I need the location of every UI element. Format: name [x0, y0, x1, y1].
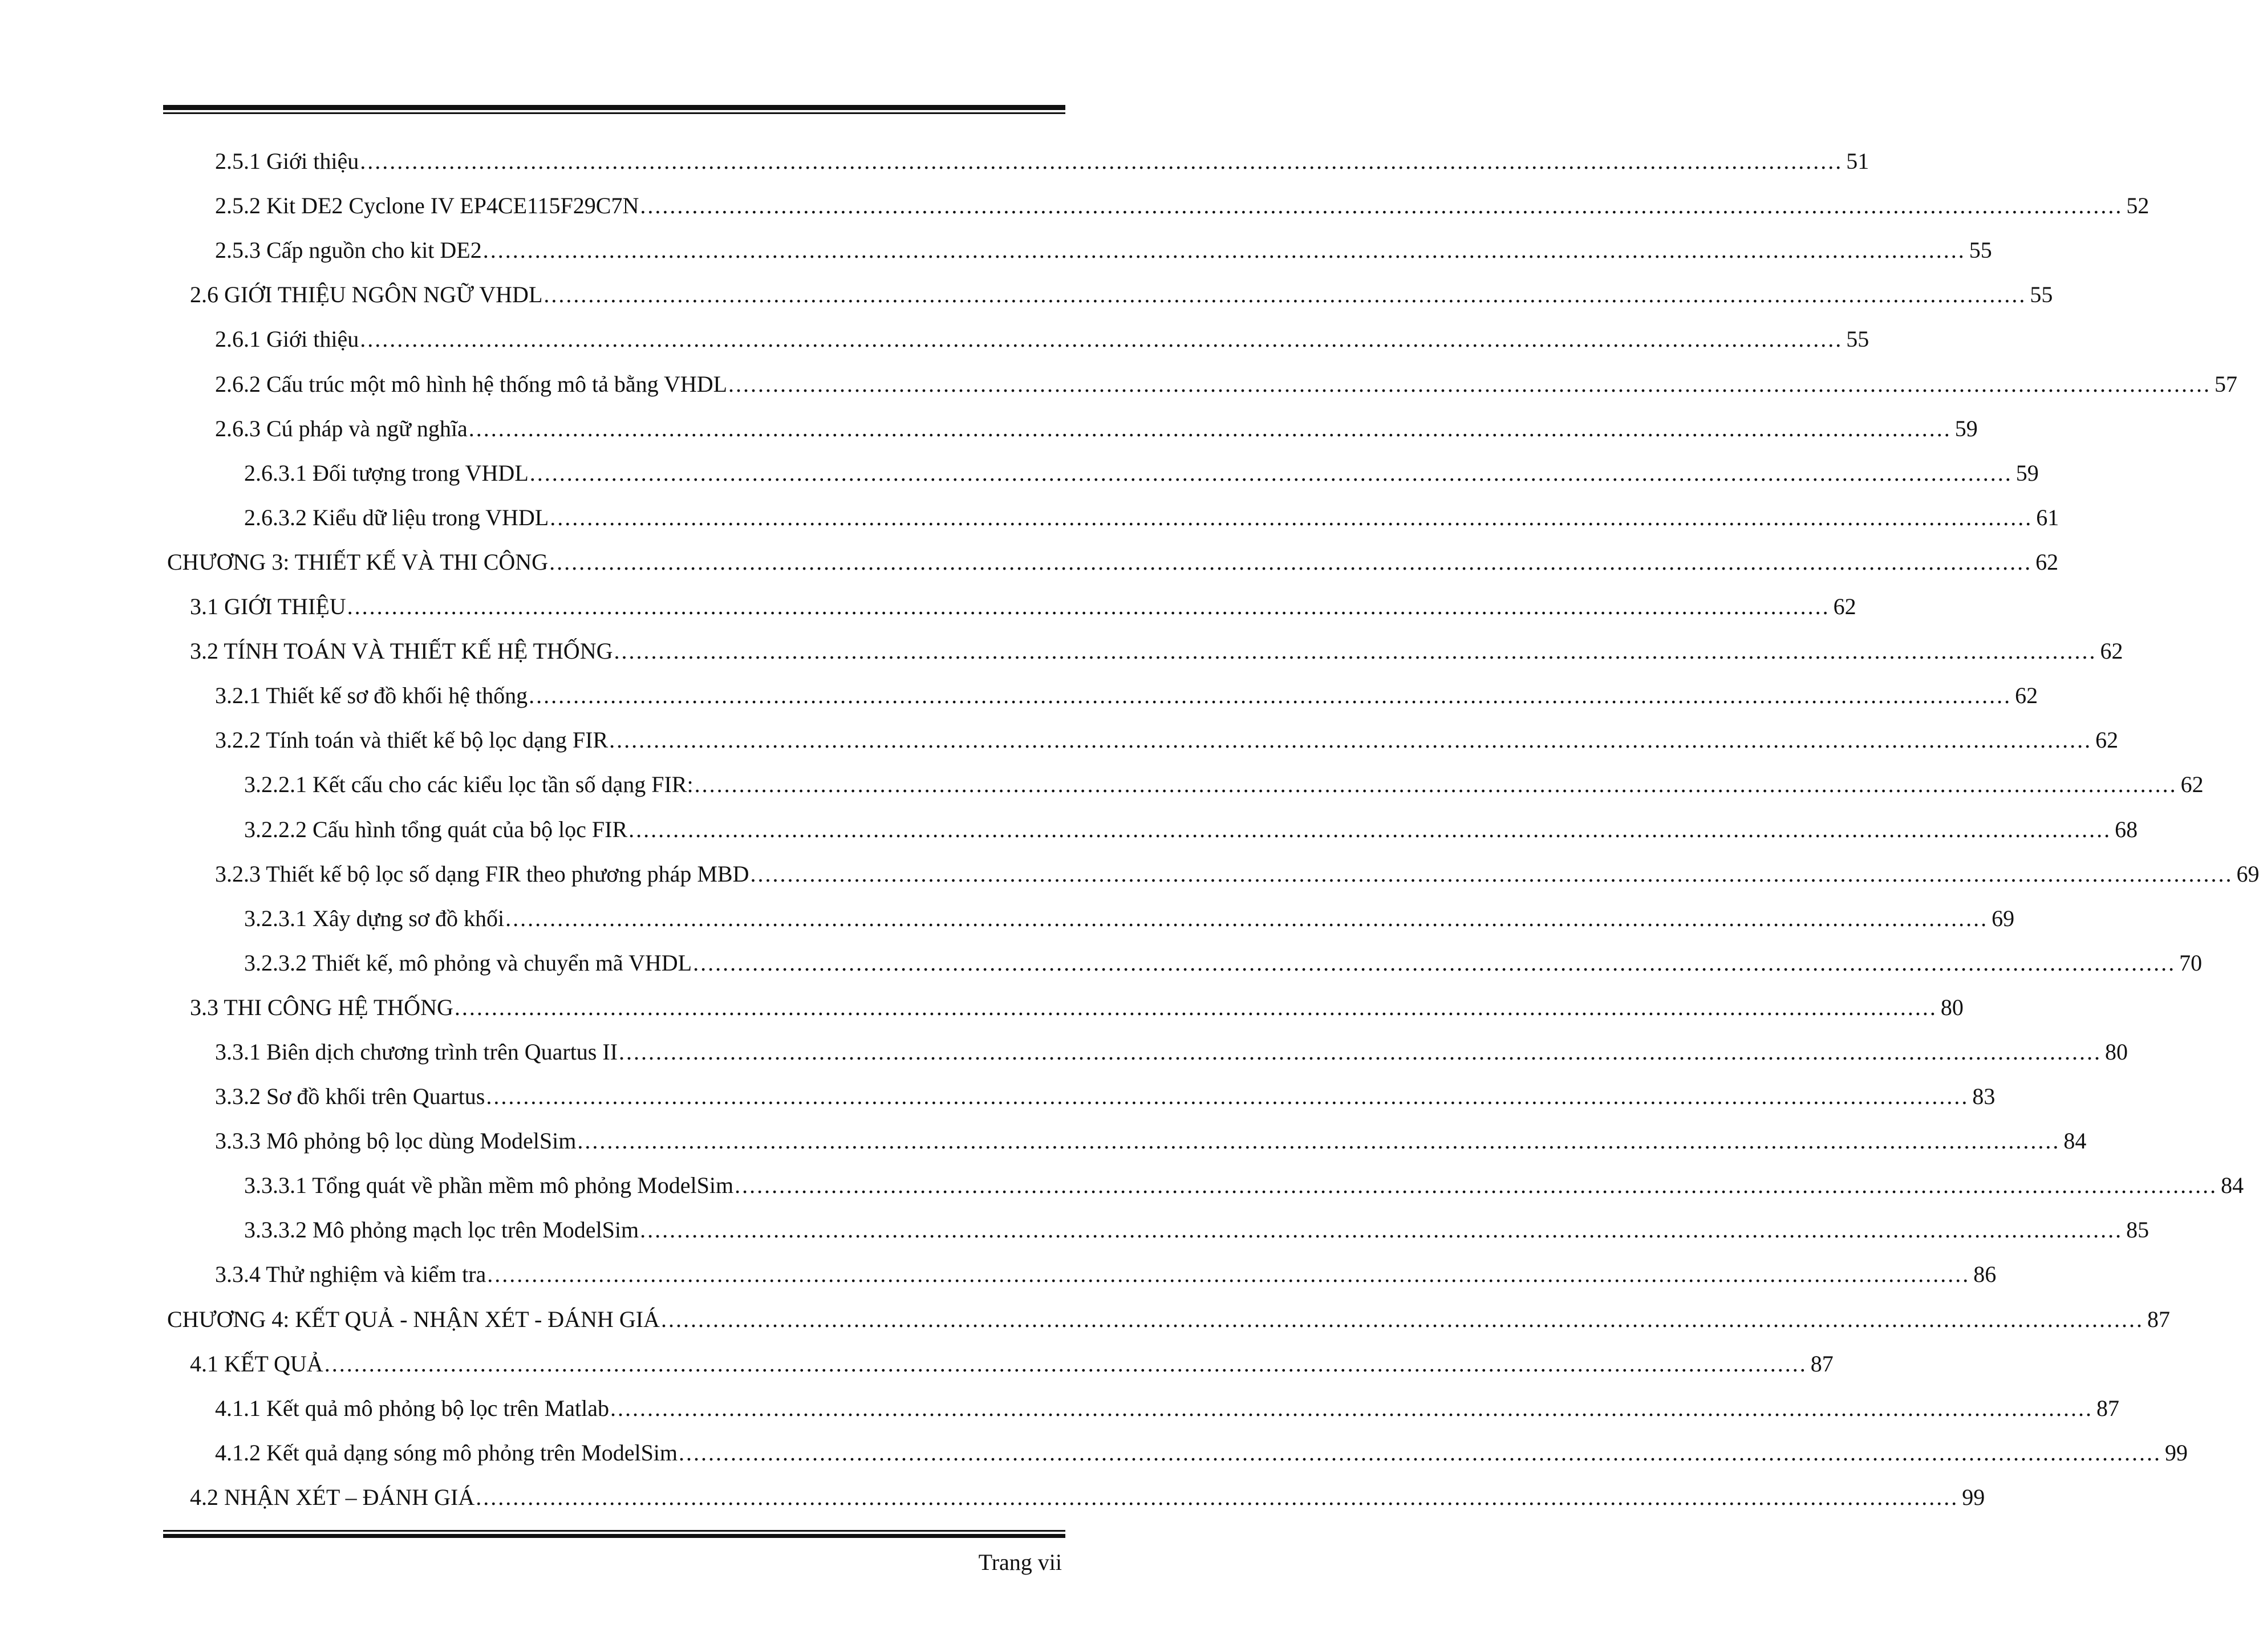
toc-entry[interactable]: [215, 233, 1992, 267]
toc-entry-label: 2.6.3.2 Kiểu dữ liệu trong VHDL: [244, 505, 549, 530]
toc-entry-label: 3.3 THI CÔNG HỆ THỐNG: [190, 995, 453, 1020]
toc-entry-page: 52: [2126, 193, 2150, 218]
toc-entry-label: 2.5.2 Kit DE2 Cyclone IV EP4CE115F29C7N: [215, 193, 639, 218]
toc-dot-leader: ........................................................................................................................................................................................................: [482, 237, 1966, 263]
toc-dot-leader: ........................................................................................................................................................................................................: [640, 1217, 2123, 1243]
toc-entry-label: 3.3.3.2 Mô phỏng mạch lọc trên ModelSim: [244, 1217, 639, 1243]
toc-entry[interactable]: [215, 1436, 2188, 1470]
toc-entry-page: 62: [2100, 638, 2123, 664]
toc-entry-page: 55: [2030, 282, 2053, 307]
toc-entry[interactable]: [190, 590, 1856, 624]
toc-entry-label: 3.3.1 Biên dịch chương trình trên Quartus II: [215, 1039, 618, 1065]
page-number: Trang vii: [978, 1549, 1062, 1575]
toc-entry-label: 4.2 NHẬN XÉT – ĐÁNH GIÁ: [190, 1484, 475, 1510]
toc-entry-label: 2.6.3 Cú pháp và ngữ nghĩa: [215, 416, 468, 441]
toc-entry[interactable]: [190, 278, 2053, 312]
toc-entry-label: 2.6.1 Giới thiệu: [215, 326, 359, 352]
toc-dot-leader: ........................................................................................................................................................................................................: [549, 549, 2033, 575]
toc-entry-page: 80: [2105, 1039, 2128, 1065]
toc-entry-page: 80: [1940, 995, 1964, 1020]
toc-dot-leader: ........................................................................................................................................................................................................: [694, 772, 2177, 797]
toc-dot-leader: ........................................................................................................................................................................................................: [360, 148, 1843, 174]
toc-entry-page: 70: [2179, 950, 2203, 976]
toc-dot-leader: ........................................................................................................................................................................................................: [628, 817, 2112, 842]
toc-entry-label: 4.1.2 Kết quả dạng sóng mô phỏng trên ModelSim: [215, 1440, 678, 1466]
toc-entry[interactable]: [215, 723, 2119, 757]
toc-dot-leader: ........................................................................................................................................................................................................: [454, 995, 1937, 1020]
toc-entry-page: 62: [1833, 594, 1856, 619]
toc-entry[interactable]: [215, 1391, 2119, 1426]
toc-entry-page: 68: [2115, 817, 2138, 842]
toc-dot-leader: ........................................................................................................................................................................................................: [577, 1128, 2061, 1154]
toc-entry-label: 2.6.2 Cấu trúc một mô hình hệ thống mô tả bằng VHDL: [215, 371, 728, 397]
toc-entry-page: 59: [1954, 416, 1978, 441]
toc-entry[interactable]: [244, 813, 2138, 847]
toc-dot-leader: ........................................................................................................................................................................................................: [505, 906, 1989, 931]
toc-entry-page: 84: [2063, 1128, 2087, 1154]
toc-entry[interactable]: [215, 857, 2259, 891]
toc-entry[interactable]: [215, 679, 2038, 713]
toc-entry[interactable]: [215, 322, 1869, 356]
toc-entry-page: 62: [2015, 683, 2038, 708]
toc-entry-label: 3.2.2.2 Cấu hình tổng quát của bộ lọc FIR: [244, 817, 628, 842]
header-rule: [163, 105, 1065, 114]
toc-entry-label: 3.2.1 Thiết kế sơ đồ khối hệ thống: [215, 683, 528, 708]
toc-entry-label: 2.5.1 Giới thiệu: [215, 148, 359, 174]
toc-dot-leader: ........................................................................................................................................................................................................: [529, 460, 2013, 486]
toc-entry-label: 3.1 GIỚI THIỆU: [190, 594, 346, 619]
toc-entry[interactable]: [244, 902, 2015, 936]
toc-entry-page: 62: [2180, 772, 2204, 797]
toc-entry[interactable]: [190, 1480, 1985, 1515]
toc-entry-page: 84: [2221, 1172, 2244, 1198]
toc-dot-leader: ........................................................................................................................................................................................................: [550, 505, 2033, 530]
toc-entry-label: CHƯƠNG 3: THIẾT KẾ VÀ THI CÔNG: [167, 549, 549, 575]
toc-entry-label: 3.2.3.2 Thiết kế, mô phỏng và chuyển mã VHDL: [244, 950, 692, 976]
toc-entry-page: 55: [1969, 237, 1992, 263]
footer-rule: [163, 1530, 1065, 1538]
toc-entry-page: 51: [1846, 148, 1869, 174]
toc-dot-leader: ........................................................................................................................................................................................................: [640, 193, 2123, 218]
toc-entry[interactable]: [244, 1213, 2150, 1247]
toc-dot-leader: ........................................................................................................................................................................................................: [735, 1172, 2218, 1198]
toc-entry[interactable]: [190, 991, 1964, 1025]
toc-dot-leader: ........................................................................................................................................................................................................: [614, 638, 2097, 664]
toc-entry-label: 4.1 KẾT QUẢ: [190, 1351, 323, 1377]
toc-entry[interactable]: [244, 501, 2059, 535]
toc-entry-label: 3.2.3 Thiết kế bộ lọc số dạng FIR theo phương pháp MBD: [215, 861, 749, 887]
toc-entry[interactable]: [215, 1257, 1997, 1292]
toc-dot-leader: ........................................................................................................................................................................................................: [529, 683, 2012, 708]
toc-entry-label: 4.1.1 Kết quả mô phỏng bộ lọc trên Matlab: [215, 1395, 609, 1421]
toc-entry-label: 3.2 TÍNH TOÁN VÀ THIẾT KẾ HỆ THỐNG: [190, 638, 613, 664]
toc-entry-page: 69: [2236, 861, 2259, 887]
toc-entry-label: 3.3.2 Sơ đồ khối trên Quartus: [215, 1083, 485, 1109]
toc-dot-leader: ........................................................................................................................................................................................................: [728, 371, 2212, 397]
toc-entry-label: 3.2.3.1 Xây dựng sơ đồ khối: [244, 906, 505, 931]
toc-dot-leader: ........................................................................................................................................................................................................: [468, 416, 1952, 441]
toc-entry-label: 3.2.2.1 Kết cấu cho các kiểu lọc tần số dạng FIR:: [244, 772, 693, 797]
toc-entry-page: 87: [1810, 1351, 1834, 1377]
toc-entry[interactable]: [244, 946, 2203, 980]
toc-entry-page: 55: [1846, 326, 1869, 352]
toc-dot-leader: ........................................................................................................................................................................................................: [750, 861, 2233, 887]
toc-dot-leader: ........................................................................................................................................................................................................: [486, 1083, 1969, 1109]
toc-entry-label: 3.3.4 Thử nghiệm và kiểm tra: [215, 1261, 486, 1287]
toc-entry-page: 99: [1962, 1484, 1985, 1510]
toc-entry[interactable]: [215, 144, 1869, 178]
toc-dot-leader: ........................................................................................................................................................................................................: [347, 594, 1830, 619]
toc-entry[interactable]: [190, 634, 2123, 668]
toc-dot-leader: ........................................................................................................................................................................................................: [487, 1261, 1970, 1287]
toc-entry-page: 87: [2147, 1306, 2170, 1332]
toc-dot-leader: ........................................................................................................................................................................................................: [609, 727, 2092, 753]
toc-entry[interactable]: [244, 456, 2039, 490]
toc-entry[interactable]: [244, 768, 2204, 802]
toc-entry-page: 62: [2095, 727, 2119, 753]
toc-entry-page: 99: [2165, 1440, 2188, 1466]
toc-dot-leader: ........................................................................................................................................................................................................: [610, 1395, 2093, 1421]
toc-entry-label: 2.5.3 Cấp nguồn cho kit DE2: [215, 237, 482, 263]
toc-dot-leader: ........................................................................................................................................................................................................: [324, 1351, 1807, 1377]
toc-dot-leader: ........................................................................................................................................................................................................: [679, 1440, 2162, 1466]
toc-entry-page: 57: [2215, 371, 2238, 397]
toc-entry[interactable]: [215, 1124, 2087, 1158]
toc-dot-leader: ........................................................................................................................................................................................................: [360, 326, 1843, 352]
toc-entry-label: CHƯƠNG 4: KẾT QUẢ - NHẬN XÉT - ĐÁNH GIÁ: [167, 1306, 660, 1332]
toc-entry[interactable]: [215, 189, 2150, 223]
toc-entry-label: 3.3.3.1 Tổng quát về phần mềm mô phỏng ModelSim: [244, 1172, 734, 1198]
toc-entry[interactable]: [244, 1168, 2244, 1203]
toc-entry-label: 2.6.3.1 Đối tượng trong VHDL: [244, 460, 529, 486]
toc-entry[interactable]: [215, 1079, 1996, 1114]
toc-entry[interactable]: [215, 367, 2238, 401]
toc-entry[interactable]: [215, 1035, 2128, 1069]
toc-dot-leader: ........................................................................................................................................................................................................: [476, 1484, 1959, 1510]
toc-dot-leader: ........................................................................................................................................................................................................: [660, 1306, 2144, 1332]
toc-entry[interactable]: [215, 412, 1978, 446]
toc-entry-page: 62: [2035, 549, 2059, 575]
toc-entry[interactable]: [167, 1302, 2170, 1337]
toc-dot-leader: ........................................................................................................................................................................................................: [693, 950, 2176, 976]
toc-entry-label: 2.6 GIỚI THIỆU NGÔN NGỮ VHDL: [190, 282, 543, 307]
toc-dot-leader: ........................................................................................................................................................................................................: [619, 1039, 2102, 1065]
toc-entry[interactable]: [190, 1347, 1834, 1381]
toc-entry-page: 86: [1973, 1261, 1997, 1287]
toc-entry-page: 69: [1992, 906, 2015, 931]
toc-entry-page: 61: [2036, 505, 2059, 530]
toc-entry[interactable]: [167, 545, 2059, 579]
toc-dot-leader: ........................................................................................................................................................................................................: [544, 282, 2027, 307]
toc-entry-page: 59: [2015, 460, 2039, 486]
toc-entry-page: 83: [1972, 1083, 1996, 1109]
toc-entry-page: 85: [2126, 1217, 2150, 1243]
toc-entry-label: 3.2.2 Tính toán và thiết kế bộ lọc dạng FIR: [215, 727, 609, 753]
toc-entry-label: 3.3.3 Mô phỏng bộ lọc dùng ModelSim: [215, 1128, 577, 1154]
toc-entry-page: 87: [2096, 1395, 2119, 1421]
